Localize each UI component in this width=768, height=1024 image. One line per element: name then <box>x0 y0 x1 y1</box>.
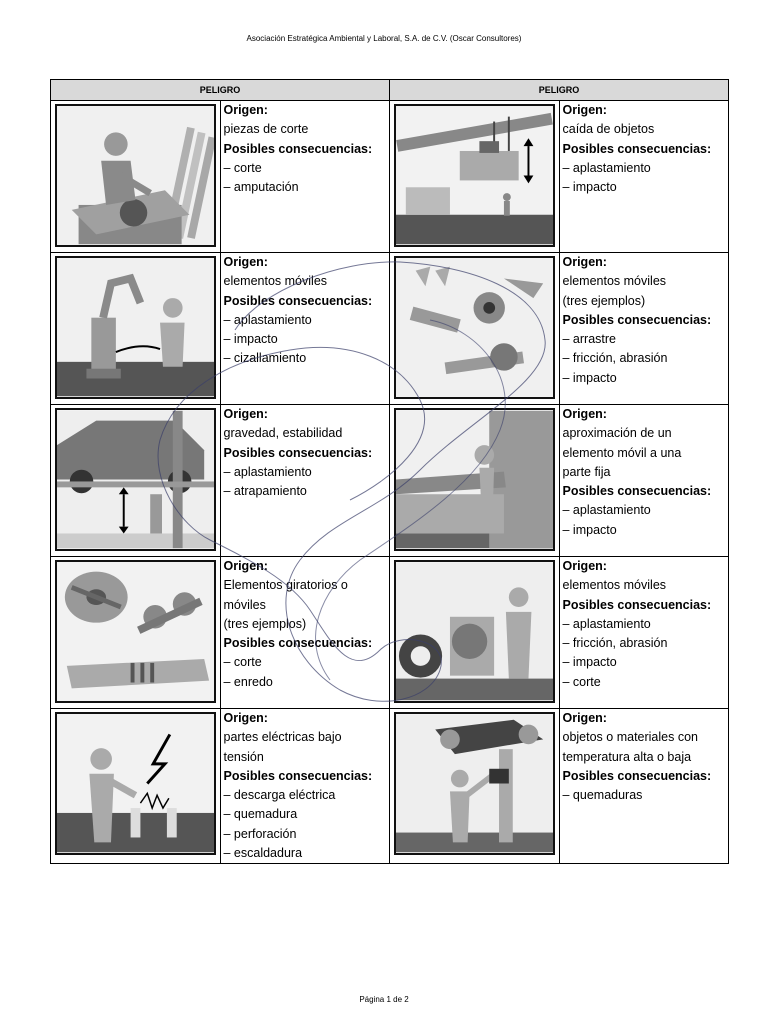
column-header-left: PELIGRO <box>51 80 390 101</box>
hazard-image-cell <box>51 253 221 405</box>
consequence-item: – impacto <box>562 180 617 195</box>
origin-label: Origen: <box>562 407 607 421</box>
hazard-text-cell <box>220 405 390 557</box>
falling-objects-icon <box>394 104 555 247</box>
consequence-item: – quemaduras <box>562 788 643 803</box>
table-row <box>51 253 729 405</box>
consequences-label: Posibles consecuencias: <box>562 484 712 499</box>
consequences-label: Posibles consecuencias: <box>223 768 373 783</box>
hazard-text-cell <box>220 557 390 709</box>
origin-label: Origen: <box>223 103 268 117</box>
hazard-table <box>50 79 729 864</box>
hazard-image-cell <box>390 405 560 557</box>
origin-label: Origen: <box>562 559 607 573</box>
consequence-item: – corte <box>223 160 262 175</box>
page-footer: Página 1 de 2 <box>359 995 409 1004</box>
origin-text: aproximación de un <box>562 426 672 441</box>
consequence-item: – aplastamiento <box>562 616 651 631</box>
consequence-item: – aplastamiento <box>223 312 312 327</box>
origin-label: Origen: <box>223 711 268 725</box>
origin-text: Elementos giratorios o <box>223 578 348 593</box>
cutting-saw-icon <box>55 104 216 247</box>
consequence-item: – corte <box>562 674 601 689</box>
origin-label: Origen: <box>223 407 268 421</box>
electric-shock-icon <box>55 712 216 855</box>
hazard-text-cell <box>220 101 390 253</box>
origin-text: piezas de corte <box>223 122 309 137</box>
consequence-item: – amputación <box>223 180 299 195</box>
consequences-label: Posibles consecuencias: <box>223 636 373 651</box>
consequences-label: Posibles consecuencias: <box>223 445 373 460</box>
rotating-elements-icon <box>55 560 216 703</box>
origin-text: móviles <box>223 597 266 612</box>
page-header: Asociación Estratégica Ambiental y Laboral, S.A. de C.V. (Oscar Consultores) <box>246 34 522 43</box>
table-header-row <box>51 80 729 101</box>
hazard-text-cell <box>559 709 729 864</box>
rotating-gears-icon <box>394 256 555 399</box>
origin-label: Origen: <box>562 103 607 117</box>
origin-text: partes eléctricas bajo <box>223 730 342 745</box>
origin-text: objetos o materiales con <box>562 730 698 745</box>
table-row <box>51 405 729 557</box>
hot-cold-materials-icon <box>394 712 555 855</box>
origin-text: elementos móviles <box>223 274 328 289</box>
hazard-text-cell <box>559 253 729 405</box>
hazard-image-cell <box>51 557 221 709</box>
consequence-item: – aplastamiento <box>562 160 651 175</box>
origin-text: elementos móviles <box>562 578 667 593</box>
origin-text: (tres ejemplos) <box>562 293 646 308</box>
consequence-item: – aplastamiento <box>562 503 651 518</box>
consequence-item: – atrapamiento <box>223 484 307 499</box>
hazard-text-cell <box>220 253 390 405</box>
moving-element-fixed-part-icon <box>394 408 555 551</box>
hazard-image-cell <box>390 253 560 405</box>
consequence-item: – fricción, abrasión <box>562 351 668 366</box>
consequences-label: Posibles consecuencias: <box>562 597 712 612</box>
consequence-item: – arrastre <box>562 332 616 347</box>
origin-text: (tres ejemplos) <box>223 616 307 631</box>
consequence-item: – cizallamiento <box>223 351 307 366</box>
origin-text: elementos móviles <box>562 274 667 289</box>
origin-label: Origen: <box>223 559 268 573</box>
column-header-right: PELIGRO <box>390 80 729 101</box>
consequence-item: – impacto <box>562 522 617 537</box>
origin-label: Origen: <box>562 711 607 725</box>
consequence-item: – impacto <box>562 655 617 670</box>
hazard-text-cell <box>559 405 729 557</box>
consequence-item: – impacto <box>223 332 278 347</box>
hazard-text-cell <box>220 709 390 864</box>
origin-text: tensión <box>223 749 264 764</box>
coil-machine-icon <box>394 560 555 703</box>
consequence-item: – aplastamiento <box>223 464 312 479</box>
table-row <box>51 101 729 253</box>
consequence-item: – corte <box>223 655 262 670</box>
hazard-image-cell <box>51 709 221 864</box>
table-row <box>51 557 729 709</box>
origin-text: gravedad, estabilidad <box>223 426 343 441</box>
consequences-label: Posibles consecuencias: <box>562 312 712 327</box>
consequences-label: Posibles consecuencias: <box>223 293 373 308</box>
hazard-image-cell <box>51 405 221 557</box>
origin-text: elemento móvil a una <box>562 445 682 460</box>
consequence-item: – escaldadura <box>223 846 303 861</box>
consequence-item: – quemadura <box>223 807 298 822</box>
hazard-text-cell <box>559 557 729 709</box>
consequence-item: – impacto <box>562 370 617 385</box>
hazard-text-cell <box>559 101 729 253</box>
origin-text: caída de objetos <box>562 122 655 137</box>
origin-text: parte fija <box>562 464 611 479</box>
origin-label: Origen: <box>562 255 607 269</box>
car-lift-icon <box>55 408 216 551</box>
origin-label: Origen: <box>223 255 268 269</box>
hazard-image-cell <box>390 101 560 253</box>
origin-text: temperatura alta o baja <box>562 749 692 764</box>
consequence-item: – perforación <box>223 826 297 841</box>
hazard-image-cell <box>51 101 221 253</box>
robot-arm-icon <box>55 256 216 399</box>
consequences-label: Posibles consecuencias: <box>562 141 712 156</box>
consequences-label: Posibles consecuencias: <box>223 141 373 156</box>
consequence-item: – enredo <box>223 674 273 689</box>
consequences-label: Posibles consecuencias: <box>562 768 712 783</box>
hazard-image-cell <box>390 557 560 709</box>
consequence-item: – fricción, abrasión <box>562 636 668 651</box>
table-row <box>51 709 729 864</box>
consequence-item: – descarga eléctrica <box>223 788 336 803</box>
hazard-image-cell <box>390 709 560 864</box>
